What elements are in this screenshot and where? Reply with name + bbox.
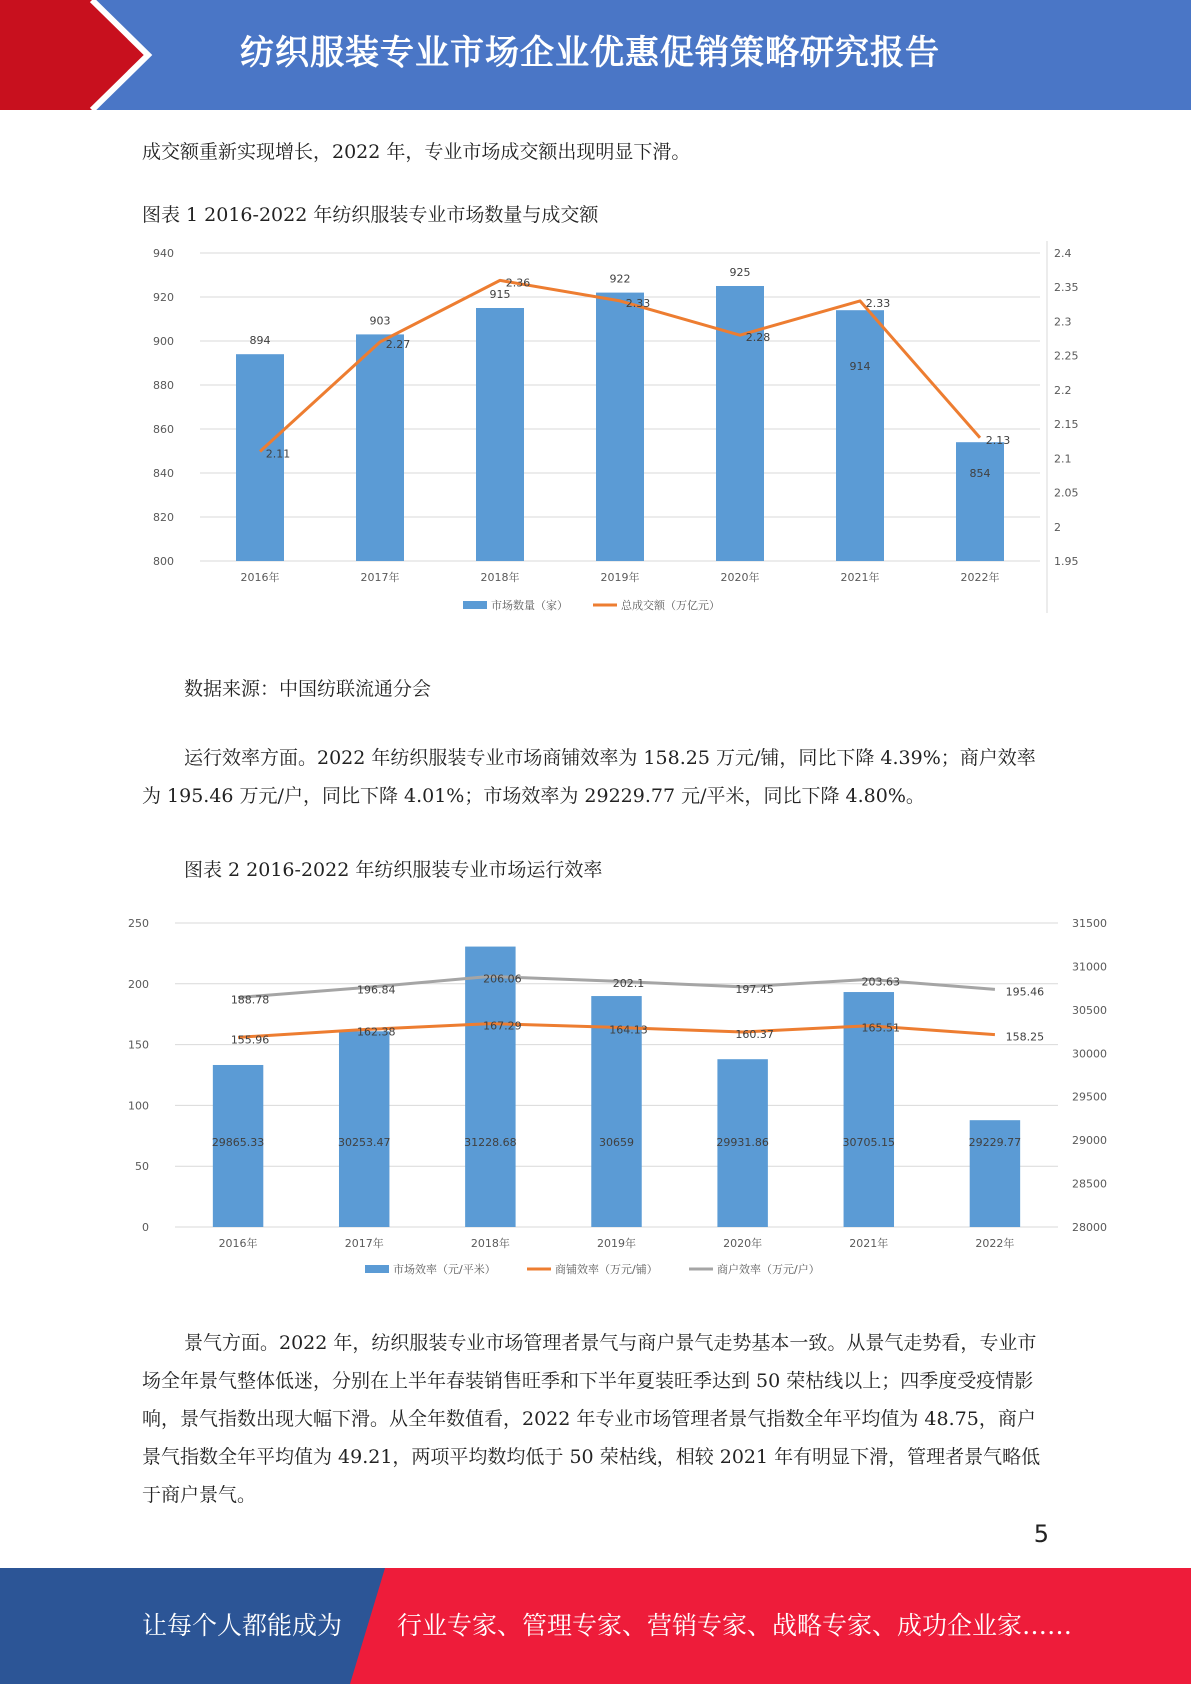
line-data-label: 162.38 — [356, 1025, 396, 1039]
header-title: 纺织服装专业市场企业优惠促销策略研究报告 — [240, 33, 940, 73]
legend-label: 市场效率（元/平米） — [393, 1263, 496, 1276]
y-tick-label: 50 — [135, 1160, 149, 1174]
bar — [465, 947, 515, 1227]
y-tick-label: 0 — [142, 1221, 149, 1234]
bar-data-label: 915 — [489, 288, 511, 301]
bar — [596, 293, 644, 561]
line-data-label: 167.29 — [483, 1019, 522, 1033]
x-tick-label: 2020年 — [723, 1237, 763, 1250]
y2-tick-label: 30000 — [1072, 1047, 1107, 1061]
bar-data-label: 903 — [369, 314, 391, 328]
x-tick-label: 2021年 — [840, 571, 880, 584]
line-data-label: 155.96 — [230, 1033, 270, 1047]
y2-tick-label: 2.2 — [1054, 383, 1072, 397]
y-tick-label: 820 — [153, 511, 174, 524]
line-data-label: 203.63 — [861, 975, 901, 989]
x-tick-label: 2019年 — [597, 1237, 636, 1250]
y2-tick-label: 2.3 — [1054, 315, 1072, 329]
bar — [836, 310, 884, 561]
bar — [339, 1031, 389, 1227]
footer-slogan-right: 行业专家、管理专家、营销专家、战略专家、成功企业家…… — [397, 1611, 1073, 1640]
y-tick-label: 840 — [153, 467, 174, 480]
legend-label: 市场数量（家） — [491, 599, 568, 612]
y2-tick-label: 2.4 — [1054, 247, 1072, 260]
bar — [956, 442, 1004, 561]
line-data-label: 196.84 — [356, 983, 396, 997]
source-note: 数据来源：中国纺联流通分会 — [184, 678, 432, 700]
x-tick-label: 2018年 — [480, 571, 520, 584]
y2-tick-label: 2.35 — [1054, 281, 1079, 295]
x-tick-label: 2017年 — [344, 1237, 384, 1250]
line-data-label: 2.28 — [745, 331, 771, 345]
intro-paragraph: 成交额重新实现增长，2022 年，专业市场成交额出现明显下滑。 — [142, 141, 691, 163]
legend-label: 总成交额（万亿元） — [621, 599, 720, 612]
y-tick-label: 920 — [153, 291, 174, 304]
bar-data-label: 29931.86 — [716, 1136, 769, 1149]
x-tick-label: 2019年 — [600, 571, 640, 584]
legend-label: 商铺效率（万元/铺） — [555, 1263, 658, 1276]
line-data-label: 165.51 — [861, 1021, 901, 1035]
y2-tick-label: 28000 — [1072, 1221, 1107, 1234]
bar-data-label: 854 — [969, 467, 991, 481]
chart1-caption: 图表 1 2016-2022 年纺织服装专业市场数量与成交额 — [142, 204, 599, 226]
bar-data-label: 914 — [849, 360, 871, 374]
legend-label: 商户效率（万元/户） — [717, 1263, 820, 1276]
bar-data-label: 30253.47 — [337, 1136, 391, 1149]
x-tick-label: 2022年 — [960, 571, 1000, 584]
y2-tick-label: 2.25 — [1054, 349, 1079, 363]
line-data-label: 202.1 — [612, 977, 645, 991]
line-data-label: 164.13 — [609, 1023, 648, 1037]
line-data-label: 206.06 — [483, 972, 522, 986]
y2-tick-label: 28500 — [1072, 1177, 1107, 1191]
y2-tick-label: 29000 — [1072, 1134, 1107, 1148]
y2-tick-label: 31500 — [1072, 917, 1107, 930]
line-data-label: 2.27 — [385, 337, 411, 351]
y-tick-label: 800 — [153, 555, 174, 568]
bar-data-label: 29865.33 — [211, 1136, 265, 1149]
bar-data-label: 30705.15 — [842, 1136, 896, 1149]
x-tick-label: 2016年 — [218, 1237, 258, 1250]
page-number: 5 — [1033, 1520, 1049, 1548]
line-data-label: 197.45 — [735, 982, 774, 996]
line-data-label: 188.78 — [230, 993, 270, 1007]
y2-tick-label: 2.15 — [1054, 418, 1079, 432]
x-tick-label: 2022年 — [975, 1237, 1015, 1250]
x-tick-label: 2018年 — [470, 1237, 510, 1250]
line-data-label: 158.25 — [1005, 1030, 1045, 1044]
line-data-label: 2.33 — [865, 296, 891, 310]
bar-data-label: 29229.77 — [968, 1136, 1022, 1149]
bar-data-label: 925 — [729, 266, 751, 279]
x-tick-label: 2020年 — [720, 571, 760, 584]
y2-tick-label: 2.1 — [1054, 452, 1072, 466]
y-tick-label: 880 — [153, 379, 174, 392]
bar-data-label: 894 — [249, 334, 271, 348]
efficiency-paragraph: 运行效率方面。2022 年纺织服装专业市场商铺效率为 158.25 万元/铺，同比下降 4.39%；商户效率为 195.46 万元/户，同比下降 4.01%；市场效率为 29229.77 元/平米，同比下降 4.80%。 — [142, 747, 1036, 807]
sentiment-paragraph: 景气方面。2022 年，纺织服装专业市场管理者景气与商户景气走势基本一致。从景气走势看，专业市场全年景气整体低迷，分别在上半年春装销售旺季和下半年夏装旺季达到 50 荣枯线以上；四季度受疫情影响，景气指数出现大幅下滑。从全年数值看，2022 年专业市场管理者景气指数全年平均值为 48.75，商户景气指数全年平均值为 49.21，两项平均数均低于 50 荣枯线，相较 2021 年有明显下滑，管理者景气略低于商户景气。 — [142, 1332, 1041, 1506]
page-header — [0, 0, 1191, 110]
line-data-label: 160.37 — [735, 1027, 774, 1041]
line-data-label: 2.36 — [505, 276, 531, 290]
x-tick-label: 2017年 — [360, 571, 400, 584]
y-tick-label: 860 — [153, 423, 174, 436]
chart-market-count-turnover — [140, 236, 1079, 621]
y-tick-label: 100 — [128, 1099, 149, 1113]
y2-tick-label: 2.05 — [1054, 486, 1079, 500]
chart2-caption: 图表 2 2016-2022 年纺织服装专业市场运行效率 — [184, 859, 603, 881]
y2-tick-label: 1.95 — [1054, 555, 1079, 568]
y-tick-label: 250 — [128, 917, 149, 930]
bar — [716, 286, 764, 561]
bar-data-label: 922 — [609, 272, 631, 286]
y2-tick-label: 29500 — [1072, 1090, 1107, 1104]
bar-data-label: 30659 — [599, 1136, 634, 1149]
y-tick-label: 150 — [128, 1038, 149, 1052]
y2-tick-label: 30500 — [1072, 1003, 1107, 1017]
legend-swatch — [463, 601, 487, 609]
line-data-label: 2.33 — [625, 296, 651, 310]
bar — [356, 334, 404, 561]
line-data-label: 195.46 — [1005, 985, 1045, 999]
bar-data-label: 31228.68 — [464, 1136, 517, 1149]
footer-slogan-left: 让每个人都能成为 — [142, 1611, 343, 1640]
legend-swatch — [365, 1265, 389, 1273]
x-tick-label: 2016年 — [240, 571, 280, 584]
y2-tick-label: 2 — [1054, 520, 1061, 534]
y-tick-label: 200 — [128, 977, 149, 991]
y-tick-label: 940 — [153, 247, 174, 260]
bar — [476, 308, 524, 561]
y2-tick-label: 31000 — [1072, 960, 1107, 974]
chart-operating-efficiency — [128, 905, 1107, 1285]
x-tick-label: 2021年 — [849, 1237, 889, 1250]
line-data-label: 2.13 — [985, 433, 1011, 447]
line-data-label: 2.11 — [265, 447, 291, 461]
y-tick-label: 900 — [153, 335, 174, 348]
